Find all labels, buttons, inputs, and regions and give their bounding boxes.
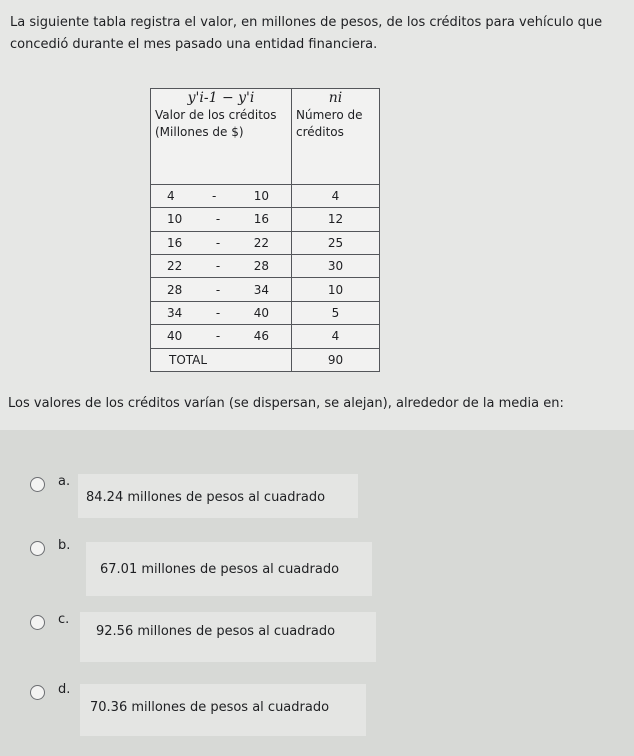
count-formula: ni	[328, 90, 343, 106]
count-label: Número de créditos	[296, 108, 363, 139]
value-formula: y'i-1 − y'i	[187, 90, 255, 106]
option-a-text: 84.24 millones de pesos al cuadrado	[86, 490, 326, 505]
frequency-table	[150, 88, 380, 372]
table-row: 22 - 28 30	[151, 254, 380, 277]
table-row: 10 - 16 12	[151, 208, 380, 231]
radio-b[interactable]	[30, 541, 45, 556]
table-row: 16 - 22 25	[151, 231, 380, 254]
table-row: 40 - 46 4	[151, 325, 380, 348]
table-total-row	[151, 348, 380, 371]
option-a-letter: a.	[58, 474, 71, 489]
table-row: 28 - 34 10	[151, 278, 380, 301]
option-a[interactable]	[0, 472, 634, 532]
option-a-box[interactable]	[78, 474, 358, 518]
option-b-letter: b.	[58, 538, 71, 553]
table-row: 34 - 40 5	[151, 301, 380, 324]
option-c-box[interactable]	[80, 612, 376, 662]
option-d[interactable]	[0, 680, 634, 740]
question-prompt: Los valores de los créditos varían (se dispersan, se alejan), alrededor de la media en:	[8, 396, 564, 411]
table-header-count	[292, 89, 380, 185]
option-c-letter: c.	[58, 612, 70, 627]
total-value: 90	[292, 348, 380, 371]
radio-c[interactable]	[30, 615, 45, 630]
option-d-letter: d.	[58, 682, 71, 697]
option-b-text: 67.01 millones de pesos al cuadrado	[100, 562, 340, 577]
table-row: 4 - 10 4	[151, 184, 380, 207]
value-label: Valor de los créditos (Millones de $)	[155, 108, 277, 139]
radio-d[interactable]	[30, 685, 45, 700]
option-c-text: 92.56 millones de pesos al cuadrado	[96, 624, 336, 639]
radio-a[interactable]	[30, 477, 45, 492]
option-d-text: 70.36 millones de pesos al cuadrado	[90, 700, 330, 715]
option-c[interactable]	[0, 610, 634, 670]
option-b-box[interactable]	[86, 542, 372, 596]
table-header-value	[151, 89, 292, 185]
question-intro: La siguiente tabla registra el valor, en millones de pesos, de los créditos para vehículo que concedió durante el mes pasado una entidad financiera.	[10, 15, 603, 52]
total-label: TOTAL	[151, 348, 292, 371]
option-d-box[interactable]	[80, 684, 366, 736]
option-b[interactable]	[0, 536, 634, 596]
